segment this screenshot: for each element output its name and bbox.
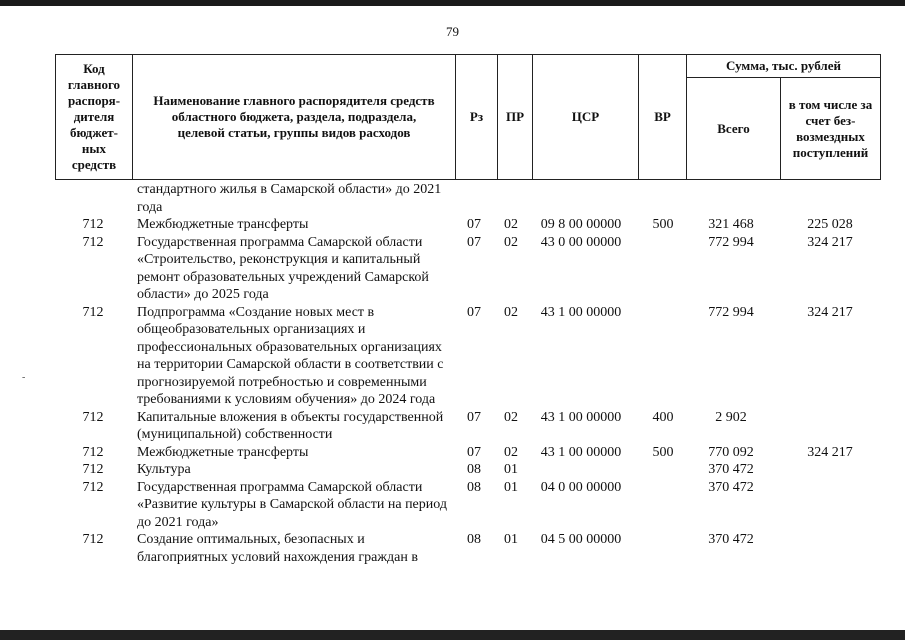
table-body [55,181,881,566]
cell-code: 712 [82,444,104,460]
scan-speck: - [22,372,26,383]
cell-total: 772 994 [708,234,754,250]
cell-total: 370 472 [708,532,754,547]
cell-pr: 02 [504,234,518,250]
cell-total: 321 468 [708,217,754,232]
cell-name: Подпрограмма «Создание новых мест в общеобразовательных организациях и профессиональных образовательных организациях на территории Самарской области в соответствии с прогнозируемой потребностью и современными требованиями к условиям обучения» до 2024 года [137,304,444,407]
header-total: Всего [686,78,780,179]
cell-total: 772 994 [708,304,754,320]
cell-vr: 500 [652,444,674,460]
cell-code: 712 [82,479,104,495]
cell-csr: 04 5 00 00000 [540,532,622,547]
cell-vr: 500 [652,217,674,232]
cell-name: Культура [137,462,191,477]
cell-name: Государственная программа Самарской области «Развитие культуры в Самарской области на период до 2021 года» [137,479,447,530]
cell-code: 712 [82,532,104,547]
cell-csr: 43 1 00 00000 [540,409,622,425]
cell-incl: 225 028 [807,217,853,232]
page-number: 79 [446,24,459,39]
cell-code: 712 [82,304,104,320]
cell-name: Создание оптимальных, безопасных и благоприятных условий нахождения граждан в [137,532,418,565]
header-pr: ПР [497,55,532,179]
cell-total: 770 092 [708,444,754,460]
header-incl: в том числе за счет без-возмездных поступлений [780,78,880,179]
cell-rz: 07 [467,234,481,250]
cell-csr: 04 0 00 00000 [540,479,622,495]
cell-csr: 43 1 00 00000 [540,444,622,460]
cell-rz: 07 [467,409,481,425]
cell-name: Капитальные вложения в объекты государственной (муниципальной) собственности [137,409,444,442]
cell-name: Межбюджетные трансферты [137,444,309,460]
cell-pr: 01 [504,462,518,477]
cell-rz: 07 [467,444,481,460]
cell-total: 2 902 [715,409,747,425]
cell-incl: 324 217 [807,234,853,250]
cell-pr: 02 [504,304,518,320]
table-row [55,409,881,444]
header-vr: ВР [638,55,686,179]
header-code: Код главного распоря-дителя бюджет-ных средств [67,61,121,172]
cell-name: стандартного жилья в Самарской области» до 2021 года [137,182,442,215]
cell-csr: 43 0 00 00000 [540,234,622,250]
cell-pr: 02 [504,444,518,460]
table-row [55,531,881,566]
cell-code: 712 [82,409,104,425]
cell-rz: 08 [467,462,481,477]
header-csr: ЦСР [532,55,638,179]
table-row [55,479,881,532]
cell-pr: 02 [504,217,518,232]
table-row [55,304,881,409]
cell-rz: 07 [467,304,481,320]
scan-bottom-edge [0,630,905,640]
table-row [55,444,881,462]
cell-pr: 02 [504,409,518,425]
header-name: Наименование главного распорядителя средств областного бюджета, раздела, подраздела, целевой статьи, группы видов расходов [132,55,455,179]
table-header [55,54,881,180]
table-row [55,234,881,304]
cell-vr: 400 [652,409,674,425]
table-row [55,181,881,216]
cell-rz: 07 [467,217,481,232]
cell-csr: 09 8 00 00000 [540,217,622,232]
cell-rz: 08 [467,532,481,547]
cell-code: 712 [82,234,104,250]
cell-pr: 01 [504,532,518,547]
cell-incl: 324 217 [807,304,853,320]
cell-rz: 08 [467,479,481,495]
header-rz: Рз [455,55,497,179]
cell-name: Межбюджетные трансферты [137,217,309,232]
table-row [55,461,881,479]
cell-total: 370 472 [708,479,754,495]
cell-name: Государственная программа Самарской области «Строительство, реконструкция и капитальный ремонт образовательных учреждений Самарской области» до 2025 года [137,234,429,302]
cell-code: 712 [82,217,104,232]
cell-incl: 324 217 [807,444,853,460]
cell-total: 370 472 [708,462,754,477]
scan-top-edge [0,0,905,6]
cell-code: 712 [82,462,104,477]
cell-csr: 43 1 00 00000 [540,304,622,320]
cell-pr: 01 [504,479,518,495]
table-row [55,216,881,234]
header-sum: Сумма, тыс. рублей [686,55,880,78]
